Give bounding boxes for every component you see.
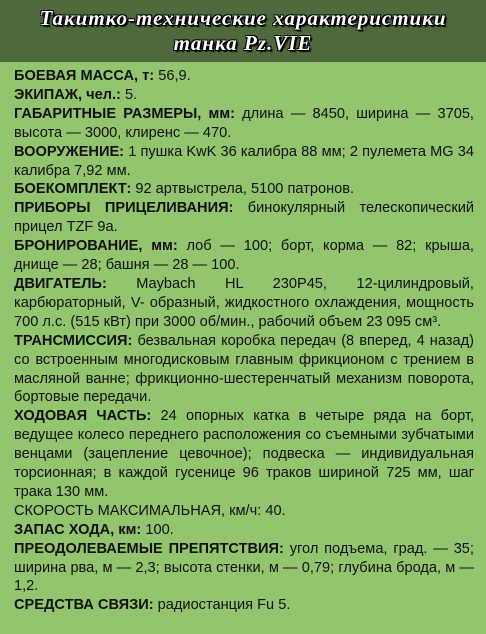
- spec-sights: [14, 199, 474, 237]
- spec-label: ХОДОВАЯ ЧАСТЬ:: [14, 408, 152, 425]
- spec-value: угол подъема, град. — 35; ширина рва, м — 2,3; высота стенки, м — 0,79; глубина брода, м — 1,2.: [14, 540, 474, 595]
- spec-communications: [14, 596, 474, 615]
- spec-value: СКОРОСТЬ МАКСИМАЛЬНАЯ, км/ч: 40.: [14, 502, 286, 519]
- spec-value: безвальная коробка передач (8 вперед, 4 назад) со встроенным многодисковым главным фрикционом с трением в масляной ванне; фрикционно-шестеренчатый механизм поворота, бортовые передачи.: [14, 332, 474, 406]
- spec-value: Maybach HL 230P45, 12-цилиндровый, карбюраторный, V- образный, жидкостного охлаждения, мощность 700 л.с. (515 кВт) при 3000 об/мин., рабочий объем 23 095 см³.: [14, 275, 474, 330]
- title-banner: [0, 0, 486, 62]
- spec-label: ДВИГАТЕЛЬ:: [14, 275, 107, 292]
- spec-value: радиостанция Fu 5.: [153, 597, 291, 614]
- spec-label: СРЕДСТВА СВЯЗИ:: [14, 597, 154, 614]
- spec-label: ГАБАРИТНЫЕ РАЗМЕРЫ, мм:: [14, 105, 235, 122]
- spec-combat-weight: [14, 67, 474, 86]
- spec-label: БРОНИРОВАНИЕ, мм:: [14, 238, 178, 255]
- spec-label: ЭКИПАЖ, чел.:: [14, 86, 121, 103]
- spec-armor: [14, 237, 474, 275]
- spec-obstacles: [14, 540, 474, 597]
- spec-transmission: [14, 332, 474, 408]
- spec-armament: [14, 143, 474, 181]
- spec-value: 1 пушка KwK 36 калибра 88 мм; 2 пулемета MG 34 калибра 7,92 мм.: [14, 143, 474, 179]
- spec-value: лоб — 100; борт, корма — 82; крыша, днище — 28; башня — 28 — 100.: [14, 238, 474, 274]
- spec-ammunition: [14, 180, 474, 199]
- spec-value: 92 артвыстрела, 5100 патронов.: [131, 181, 355, 198]
- spec-value: длина — 8450, ширина — 3705, высота — 3000, клиренс — 470.: [14, 105, 474, 141]
- spec-value: бинокулярный телескопический прицел TZF 9a.: [14, 200, 475, 236]
- spec-engine: [14, 275, 474, 332]
- spec-label: ВООРУЖЕНИЕ:: [14, 143, 125, 160]
- spec-running-gear: [14, 407, 474, 502]
- spec-crew: [14, 86, 474, 105]
- specs-text: [14, 67, 474, 615]
- spec-label: ПРИБОРЫ ПРИЦЕЛИВАНИЯ:: [14, 200, 234, 217]
- spec-label: БОЕКОМПЛЕКТ:: [14, 181, 132, 198]
- spec-label: ПРЕОДОЛЕВАЕМЫЕ ПРЕПЯТСТВИЯ:: [14, 540, 284, 557]
- spec-max-speed: [14, 502, 474, 521]
- spec-value: 100.: [141, 521, 174, 538]
- spec-label: ТРАНСМИССИЯ:: [14, 332, 133, 349]
- spec-value: 24 опорных катка в четыре ряда на борт, ведущее колесо переднего расположения со съемными зубчатыми венцами (зацепление цевочное); подвеска — индивидуальная торсионная; в каждой гусенице 96 траков шириной 725 мм, шаг трака 130 мм.: [14, 408, 474, 500]
- spec-range: [14, 521, 474, 540]
- spec-label: ЗАПАС ХОДА, км:: [14, 521, 142, 538]
- spec-value: 5.: [120, 86, 138, 103]
- spec-dimensions: [14, 105, 474, 143]
- spec-value: 56,9.: [154, 68, 191, 84]
- title-line-2: танка Pz.VIE: [173, 31, 313, 55]
- spec-label: БОЕВАЯ МАССА, т:: [14, 68, 155, 84]
- title-line-1: Такитко-технические характеристики: [39, 6, 447, 30]
